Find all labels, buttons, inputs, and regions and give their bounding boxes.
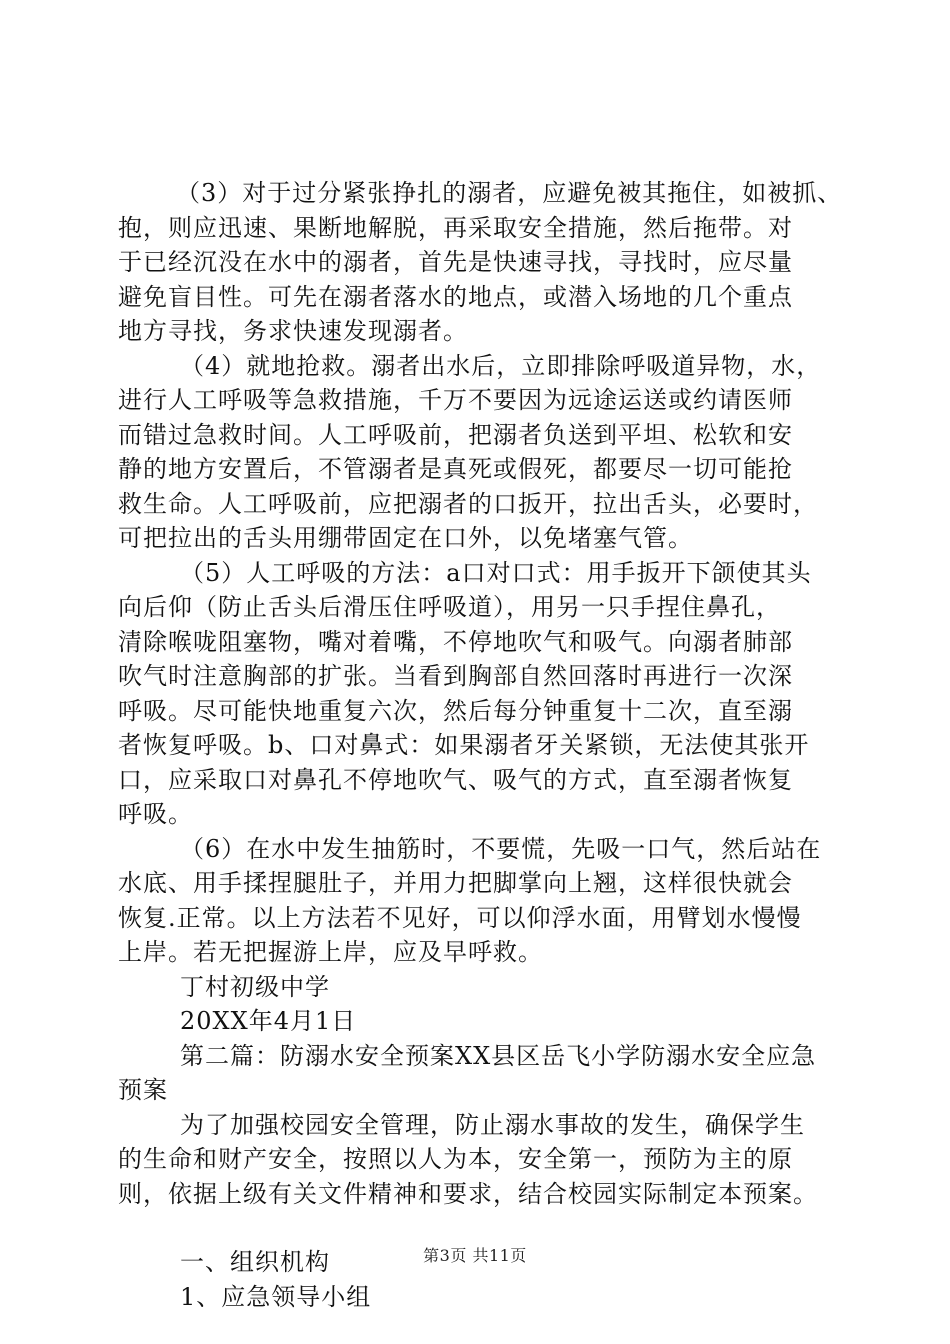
paragraph-line: 上岸。若无把握游上岸，应及早呼救。 — [118, 938, 543, 966]
paragraph-line: 于已经沉没在水中的溺者，首先是快速寻找，寻找时，应尽量 — [118, 248, 793, 276]
section-title-continued: 预案 — [118, 1076, 168, 1104]
paragraph-line: 清除喉咙阻塞物，嘴对着嘴，不停地吹气和吸气。向溺者肺部 — [118, 627, 793, 656]
page-number-footer: 第3页 共11页 — [423, 1246, 527, 1265]
blank-line — [118, 1211, 838, 1245]
document-date: 20XX年4月1日 — [180, 1007, 357, 1035]
paragraph-line: （4）就地抢救。溺者出水后，立即排除呼吸道异物，水， — [180, 351, 822, 380]
paragraph-line: 恢复.正常。以上方法若不见好，可以仰浮水面，用臂划水慢慢 — [118, 903, 802, 932]
paragraph-line: （5）人工呼吸的方法：a口对口式：用手扳开下颌使其头 — [180, 558, 812, 587]
paragraph-line: 呼吸。 — [118, 800, 193, 828]
paragraph-line: 呼吸。尽可能快地重复六次，然后每分钟重复十二次，直至溺 — [118, 696, 793, 725]
paragraph-line: 的生命和财产安全，按照以人为本，安全第一，预防为主的原 — [118, 1145, 793, 1173]
paragraph-line: 口，应采取口对鼻孔不停地吹气、吸气的方式，直至溺者恢复 — [118, 765, 793, 794]
paragraph-line: （3）对于过分紧张挣扎的溺者，应避免被其拖住，如被抓、 — [176, 179, 843, 207]
paragraph-line: 避免盲目性。可先在溺者落水的地点，或潜入场地的几个重点 — [118, 282, 793, 311]
paragraph-line: 救生命。人工呼吸前，应把溺者的口扳开，拉出舌头，必要时， — [118, 489, 818, 518]
paragraph-line: 吹气时注意胸部的扩张。当看到胸部自然回落时再进行一次深 — [118, 662, 793, 690]
document-body — [118, 176, 843, 1314]
paragraph-line: 静的地方安置后，不管溺者是真死或假死，都要尽一切可能抢 — [118, 455, 793, 483]
paragraph-line: 者恢复呼吸。b、口对鼻式：如果溺者牙关紧锁，无法使其张开 — [118, 731, 810, 759]
heading-organization: 一、组织机构 — [180, 1248, 330, 1276]
paragraph-line: 可把拉出的舌头用绷带固定在口外，以免堵塞气管。 — [118, 524, 693, 552]
subheading-leadership-group: 1、应急领导小组 — [180, 1282, 372, 1311]
paragraph-line: 水底、用手揉捏腿肚子，并用力把脚掌向上翘，这样很快就会 — [118, 869, 793, 897]
school-name: 丁村初级中学 — [180, 972, 330, 1001]
paragraph-line: 进行人工呼吸等急救措施，千万不要因为远途运送或约请医师 — [118, 386, 793, 414]
paragraph-line: 抱，则应迅速、果断地解脱，再采取安全措施，然后拖带。对 — [118, 213, 793, 242]
paragraph-line: （6）在水中发生抽筋时，不要慌，先吸一口气，然后站在 — [180, 834, 822, 863]
paragraph-line: 而错过急救时间。人工呼吸前，把溺者负送到平坦、松软和安 — [118, 420, 793, 449]
paragraph-line: 地方寻找，务求快速发现溺者。 — [118, 317, 468, 345]
paragraph-line: 则，依据上级有关文件精神和要求，结合校园实际制定本预案。 — [118, 1179, 818, 1208]
paragraph-line: 向后仰（防止舌头后滑压住呼吸道），用另一只手捏住鼻孔， — [118, 593, 781, 621]
paragraph-line: 为了加强校园安全管理，防止溺水事故的发生，确保学生 — [180, 1110, 805, 1139]
section-title: 第二篇：防溺水安全预案XX县区岳飞小学防溺水安全应急 — [180, 1041, 817, 1070]
